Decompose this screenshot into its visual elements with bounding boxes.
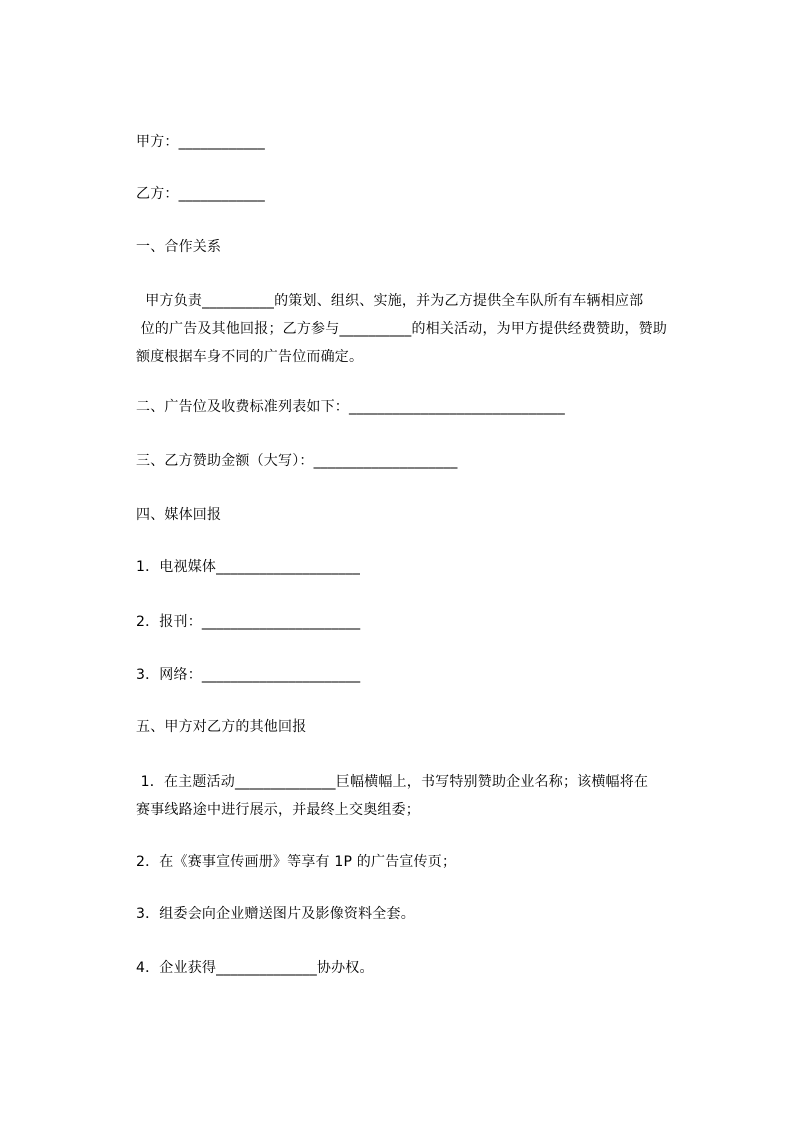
section-5-item-1-line-1: 1．在主题活动______________巨幅横幅上，书写特别赞助企业名称；该横幅将在: [136, 774, 649, 790]
section-2-line: 二、广告位及收费标准列表如下：______________________________: [136, 399, 565, 415]
party-b-line: 乙方：____________: [136, 186, 265, 202]
section-1-line-1: 甲方负责__________的策划、组织、实施，并为乙方提供全车队所有车辆相应部: [136, 293, 644, 309]
section-5-item-3: 3．组委会向企业赠送图片及影像资料全套。: [136, 906, 415, 922]
section-4-heading: 四、媒体回报: [136, 507, 222, 523]
media-item-tv: 1．电视媒体____________________: [136, 559, 361, 575]
section-1-heading: 一、合作关系: [136, 239, 222, 255]
section-5-item-1: [136, 768, 706, 824]
section-1-line-3: 额度根据车身不同的广告位而确定。: [136, 349, 364, 365]
section-5-item-4: 4．企业获得______________协办权。: [136, 960, 374, 976]
party-a-line: 甲方：____________: [136, 134, 265, 150]
media-item-press: 2．报刊：______________________: [136, 614, 361, 630]
section-5-heading: 五、甲方对乙方的其他回报: [136, 719, 307, 735]
section-5-item-1-line-2: 赛事线路途中进行展示，并最终上交奥组委；: [136, 802, 420, 818]
section-1-line-2: 位的广告及其他回报；乙方参与__________的相关活动，为甲方提供经费赞助，赞助: [136, 321, 668, 337]
section-3-line: 三、乙方赞助金额（大写）：____________________: [136, 453, 458, 469]
section-1-paragraph: [136, 287, 706, 371]
section-5-item-2: 2．在《赛事宣传画册》等享有 1P 的广告宣传页；: [136, 854, 457, 870]
media-item-web: 3．网络：______________________: [136, 667, 361, 683]
